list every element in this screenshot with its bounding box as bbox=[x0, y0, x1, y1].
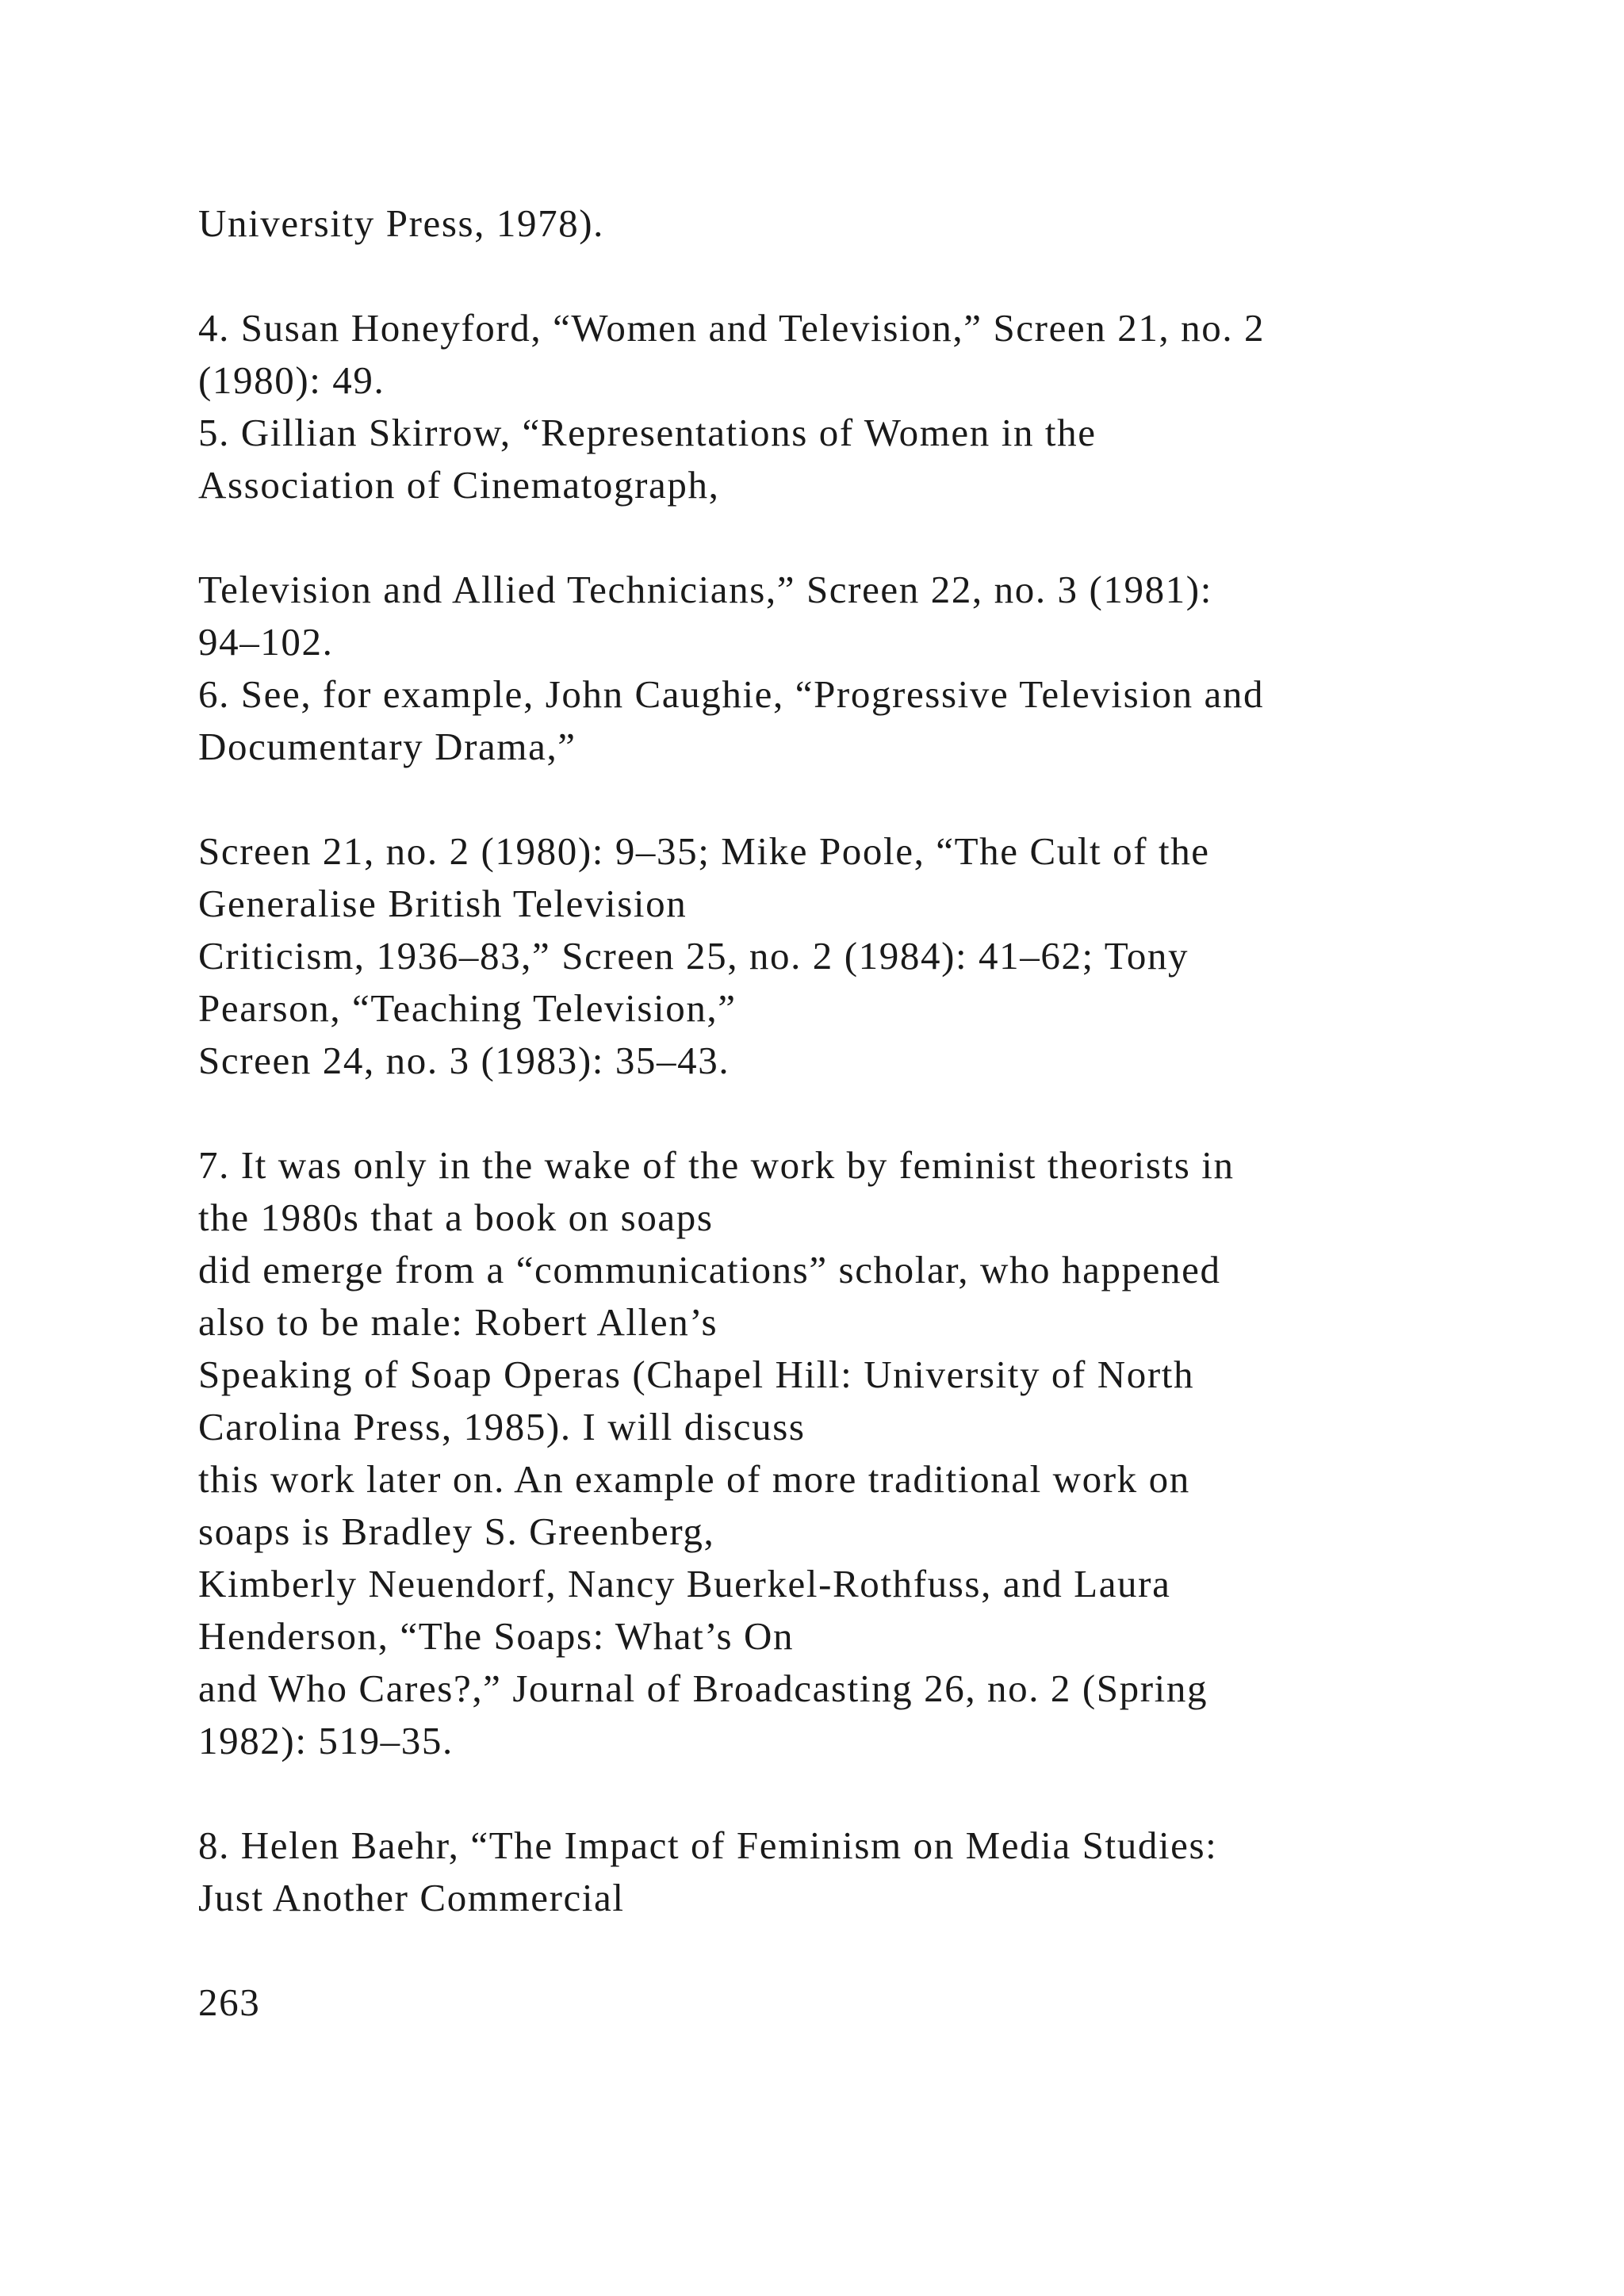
text-line: Documentary Drama,” bbox=[198, 725, 576, 768]
text-line: Criticism, 1936–83,” Screen 25, no. 2 (1984): 41–62; Tony bbox=[198, 934, 1189, 978]
text-line: Television and Allied Technicians,” Screen 22, no. 3 (1981): bbox=[198, 568, 1212, 611]
text-line: Kimberly Neuendorf, Nancy Buerkel-Rothfuss, and Laura bbox=[198, 1562, 1171, 1605]
text-line: Carolina Press, 1985). I will discuss bbox=[198, 1405, 806, 1448]
text-line: Henderson, “The Soaps: What’s On bbox=[198, 1614, 795, 1658]
text-line: 94–102. bbox=[198, 620, 334, 664]
text-line: Just Another Commercial bbox=[198, 1876, 625, 1919]
text-line: Speaking of Soap Operas (Chapel Hill: University of North bbox=[198, 1353, 1195, 1396]
text-line: Association of Cinematograph, bbox=[198, 463, 720, 507]
text-line: the 1980s that a book on soaps bbox=[198, 1196, 714, 1239]
text-line: did emerge from a “communications” scholar, who happened bbox=[198, 1248, 1221, 1292]
text-line: Generalise British Television bbox=[198, 882, 688, 925]
text-line: 5. Gillian Skirrow, “Representations of Women in the bbox=[198, 411, 1097, 454]
text-line: (1980): 49. bbox=[198, 358, 385, 402]
text-line: University Press, 1978). bbox=[198, 201, 605, 245]
text-line: and Who Cares?,” Journal of Broadcasting 26, no. 2 (Spring bbox=[198, 1667, 1208, 1710]
page-number: 263 bbox=[198, 1980, 261, 2024]
text-line: 4. Susan Honeyford, “Women and Television,” Screen 21, no. 2 bbox=[198, 306, 1266, 350]
text-line: soaps is Bradley S. Greenberg, bbox=[198, 1510, 715, 1553]
text-line: 6. See, for example, John Caughie, “Progressive Television and bbox=[198, 672, 1265, 716]
text-line: also to be male: Robert Allen’s bbox=[198, 1300, 718, 1344]
text-line: 8. Helen Baehr, “The Impact of Feminism on Media Studies: bbox=[198, 1823, 1218, 1867]
text-line: Pearson, “Teaching Television,” bbox=[198, 986, 737, 1030]
text-line: 1982): 519–35. bbox=[198, 1719, 454, 1762]
text-line: this work later on. An example of more traditional work on bbox=[198, 1457, 1190, 1501]
text-line: Screen 24, no. 3 (1983): 35–43. bbox=[198, 1039, 730, 1082]
text-line: 7. It was only in the wake of the work by feminist theorists in bbox=[198, 1143, 1235, 1187]
text-line: Screen 21, no. 2 (1980): 9–35; Mike Poole, “The Cult of the bbox=[198, 829, 1210, 873]
